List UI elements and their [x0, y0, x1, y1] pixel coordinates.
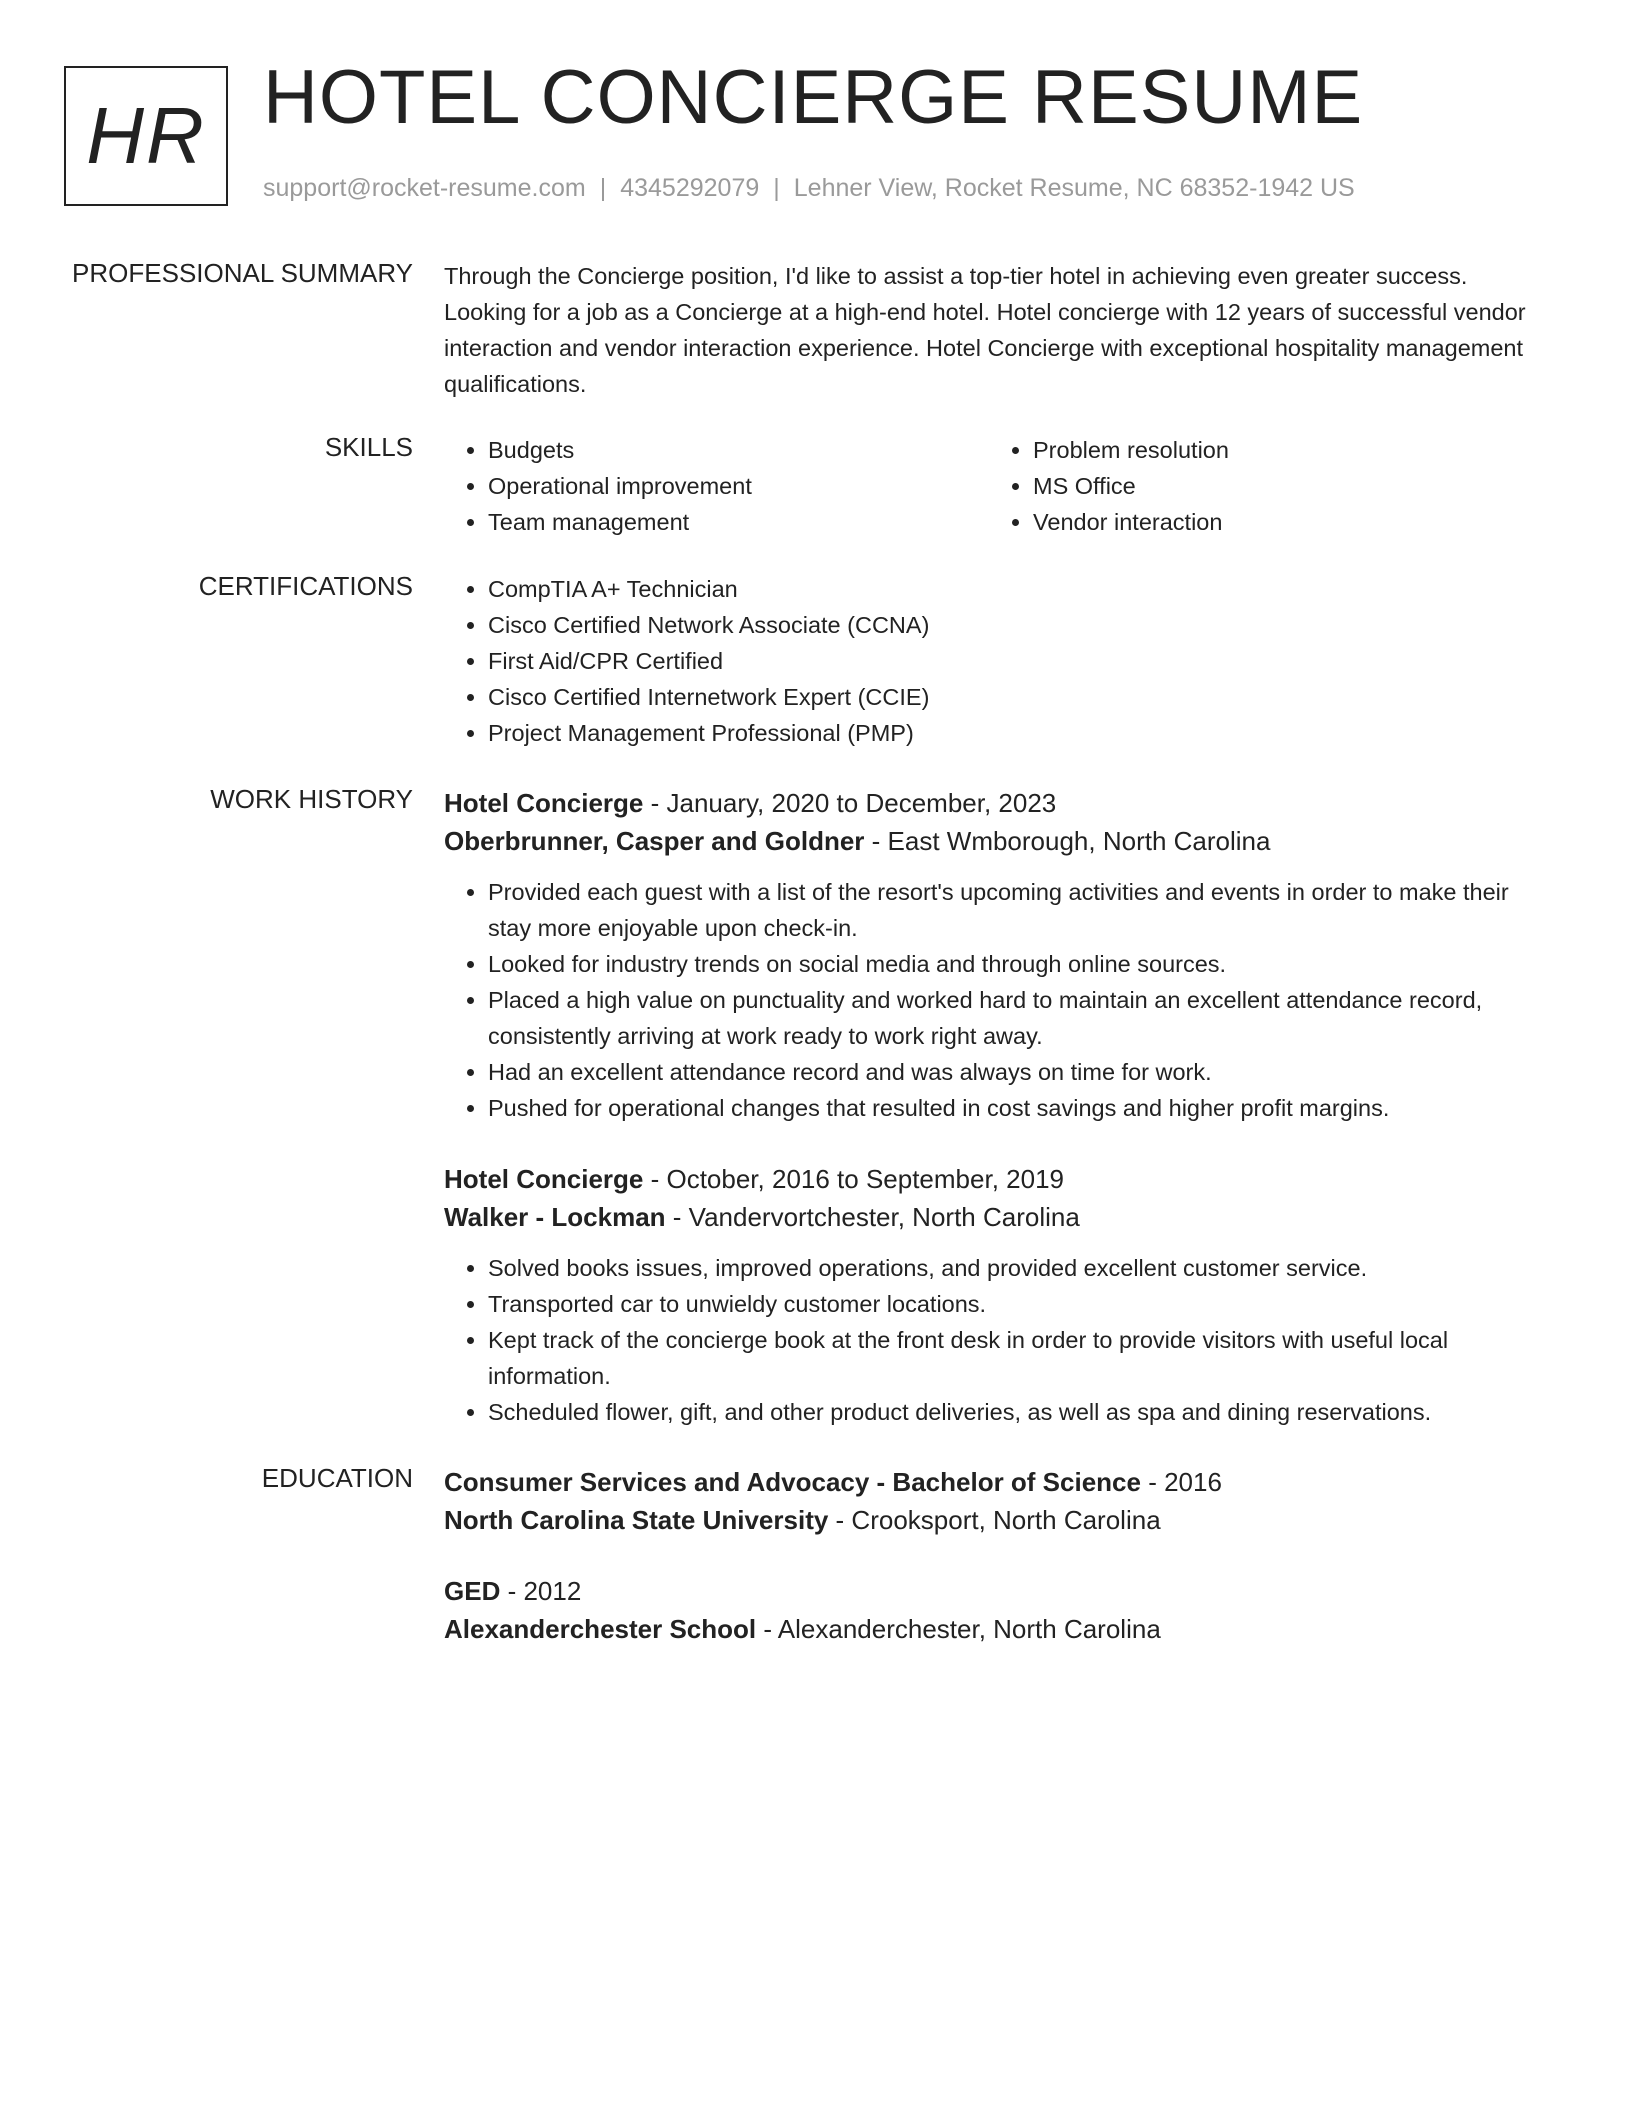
contact-line: [263, 174, 1355, 203]
certification-item: • Cisco Certified Network Associate (CCNA): [488, 607, 1534, 643]
job-bullet: • Kept track of the concierge book at the front desk in order to provide visitors with useful local information.: [488, 1322, 1534, 1394]
skill-item: • MS Office: [1033, 468, 1534, 504]
section-title-work: WORK HISTORY: [210, 784, 413, 814]
job-bullet: • Placed a high value on punctuality and worked hard to maintain an excellent attendance record, consistently arriving at work ready to work right away.: [488, 982, 1534, 1054]
section-title-skills: SKILLS: [324, 432, 413, 462]
education-school-line: [444, 1501, 1534, 1539]
section-title-certifications: CERTIFICATIONS: [198, 571, 413, 601]
job-company-line: [444, 1198, 1534, 1236]
job-dates: - January, 2020 to December, 2023: [643, 788, 1057, 818]
education-entry-1: [444, 1463, 1534, 1539]
job-dates: - October, 2016 to September, 2019: [643, 1164, 1064, 1194]
skills-column-left: [444, 432, 989, 540]
job-title-line: [444, 784, 1534, 822]
education-degree: Consumer Services and Advocacy - Bachelor of Science: [444, 1467, 1141, 1497]
job-bullet: • Transported car to unwieldy customer locations.: [488, 1286, 1534, 1322]
skills-list: [444, 432, 1534, 540]
job-role: Hotel Concierge: [444, 788, 644, 818]
education-year: - 2012: [500, 1576, 582, 1606]
job-bullet: • Scheduled flower, gift, and other product deliveries, as well as spa and dining reservations.: [488, 1394, 1534, 1430]
summary-text: Through the Concierge position, I'd like to assist a top-tier hotel in achieving even greater success. Looking for a job as a Concierge at a high-end hotel. Hotel concierge with 12 years of successful vendor interaction and vendor interaction experience. Hotel Concierge with exceptional hospitality management qualifications.: [444, 263, 1526, 397]
contact-separator: |: [773, 174, 780, 202]
work-entry-2: [444, 1160, 1534, 1430]
job-bullet: • Had an excellent attendance record and was always on time for work.: [488, 1054, 1534, 1090]
job-bullet: • Looked for industry trends on social media and through online sources.: [488, 946, 1534, 982]
education-degree: GED: [444, 1576, 501, 1606]
education-entry-2: [444, 1572, 1534, 1648]
skills-column-right: [989, 432, 1534, 540]
education-location: - Crooksport, North Carolina: [828, 1505, 1161, 1535]
education-school: Alexanderchester School: [444, 1614, 757, 1644]
education-year: - 2016: [1140, 1467, 1222, 1497]
certifications-list: [444, 571, 1534, 751]
certification-item: • Cisco Certified Internetwork Expert (CCIE): [488, 679, 1534, 715]
job-bullets: [444, 1250, 1534, 1430]
education-school: North Carolina State University: [444, 1505, 829, 1535]
contact-phone[interactable]: 4345292079: [620, 174, 760, 202]
job-company: Walker - Lockman: [444, 1202, 666, 1232]
job-location: - East Wmborough, North Carolina: [864, 826, 1271, 856]
job-bullet: • Solved books issues, improved operations, and provided excellent customer service.: [488, 1250, 1534, 1286]
education-location: - Alexanderchester, North Carolina: [756, 1614, 1161, 1644]
certification-item: • First Aid/CPR Certified: [488, 643, 1534, 679]
job-bullet: • Pushed for operational changes that resulted in cost savings and higher profit margins.: [488, 1090, 1534, 1126]
section-title-summary: PROFESSIONAL SUMMARY: [72, 258, 413, 288]
education-degree-line: [444, 1463, 1534, 1501]
skill-item: • Vendor interaction: [1033, 504, 1534, 540]
skill-item: • Problem resolution: [1033, 432, 1534, 468]
contact-address: Lehner View, Rocket Resume, NC 68352-1942 US: [793, 174, 1355, 202]
education-degree-line: [444, 1572, 1534, 1610]
skill-item: • Team management: [488, 504, 989, 540]
certification-item: • Project Management Professional (PMP): [488, 715, 1534, 751]
skill-item: • Operational improvement: [488, 468, 989, 504]
contact-email[interactable]: support@rocket-resume.com: [263, 174, 586, 202]
monogram-logo: HR: [64, 66, 228, 206]
job-bullet: • Provided each guest with a list of the resort's upcoming activities and events in order to make their stay more enjoyable upon check-in.: [488, 874, 1534, 946]
certification-item: • CompTIA A+ Technician: [488, 571, 1534, 607]
skill-item: • Budgets: [488, 432, 989, 468]
job-company-line: [444, 822, 1534, 860]
job-company: Oberbrunner, Casper and Goldner: [444, 826, 865, 856]
job-role: Hotel Concierge: [444, 1164, 644, 1194]
job-location: - Vandervortchester, North Carolina: [665, 1202, 1080, 1232]
resume-title: HOTEL CONCIERGE RESUME: [263, 55, 1364, 140]
job-bullets: [444, 874, 1534, 1126]
education-school-line: [444, 1610, 1534, 1648]
work-entry-1: [444, 784, 1534, 1126]
job-title-line: [444, 1160, 1534, 1198]
contact-separator: |: [599, 174, 607, 202]
section-title-education: EDUCATION: [261, 1463, 413, 1493]
